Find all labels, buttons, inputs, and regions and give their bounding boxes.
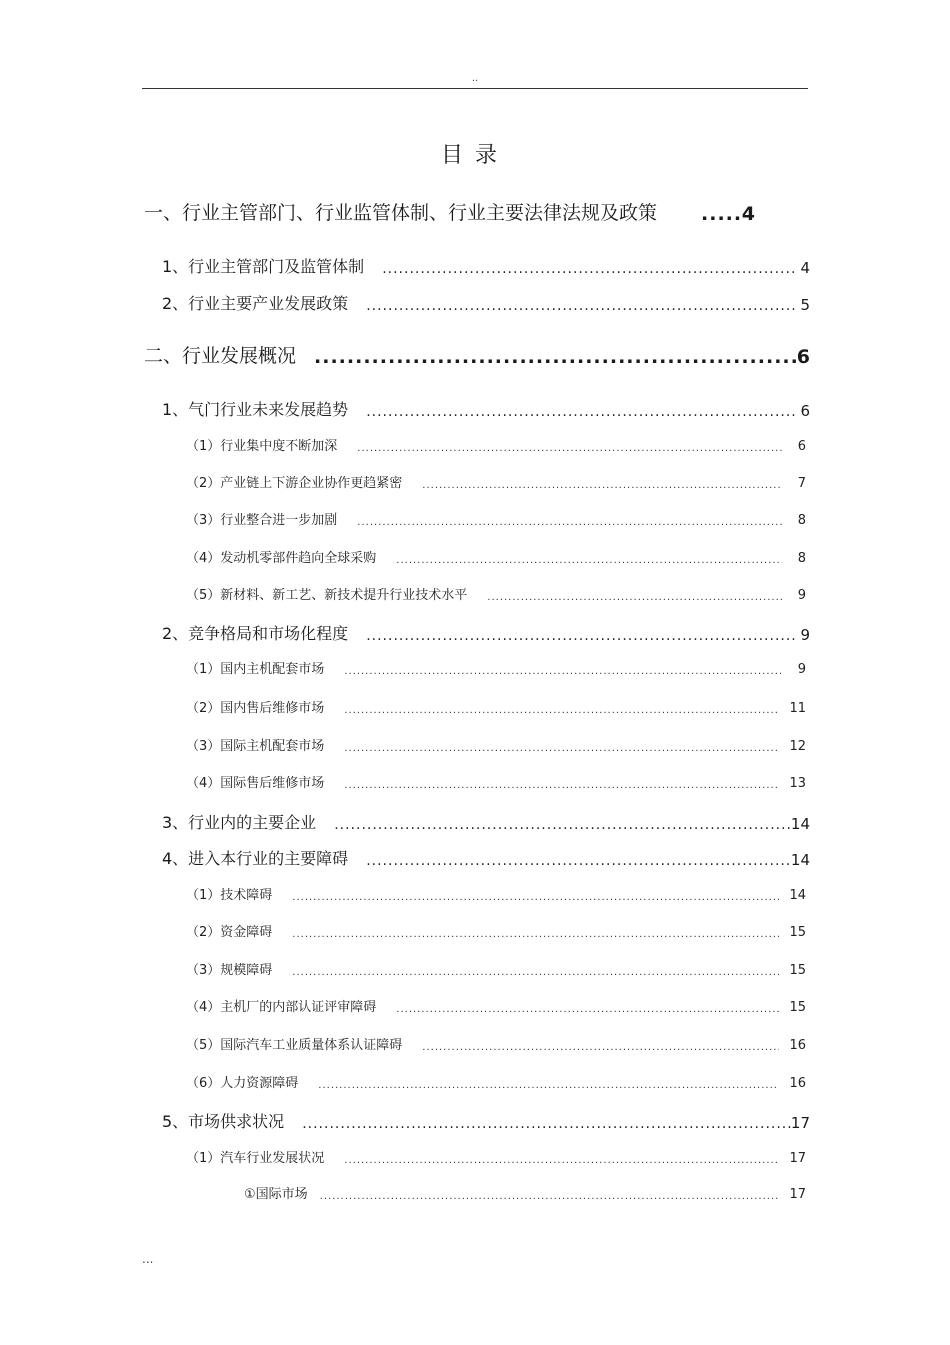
toc-entry-page: 4 (741, 203, 756, 225)
toc-entry[interactable] (162, 398, 810, 420)
footer-mark: ... (142, 1252, 154, 1266)
toc-entry-label: （2）资金障碍 (186, 925, 273, 940)
toc-entry-page: 5 (800, 296, 810, 314)
leader-dots (320, 1191, 780, 1202)
toc-entry[interactable] (144, 199, 810, 225)
toc-entry-label: （1）技术障碍 (186, 888, 273, 903)
leader-dots (396, 1004, 779, 1015)
toc-entry-page: 6 (796, 346, 810, 368)
leader-dots (344, 666, 782, 677)
toc-entry-label: （5）国际汽车工业质量体系认证障碍 (186, 1038, 403, 1053)
toc-entry[interactable] (162, 1110, 810, 1132)
toc-entry-page: 17 (789, 1187, 806, 1202)
toc-entry[interactable] (144, 342, 810, 368)
toc-entry-page: 14 (789, 888, 806, 903)
toc-entry-page: 9 (797, 662, 806, 677)
page-title: 目录 (440, 143, 509, 168)
leader-dots (382, 261, 796, 277)
toc-entry-page: 8 (797, 513, 806, 528)
toc-entry-label: （4）国际售后维修市场 (186, 776, 325, 791)
toc-entry-label: （6）人力资源障碍 (186, 1076, 299, 1091)
toc-entry[interactable] (186, 922, 806, 940)
leader-dots (344, 743, 779, 754)
toc-entry[interactable] (186, 997, 806, 1015)
leader-dots (366, 404, 796, 420)
toc-entry-page: 15 (789, 1000, 806, 1015)
toc-entry[interactable] (162, 292, 810, 314)
toc-entry-page: 16 (789, 1076, 806, 1091)
toc-entry-page: 6 (800, 402, 810, 420)
toc-entry-label: 1、气门行业未来发展趋势 (162, 400, 349, 419)
leader-dots (366, 853, 791, 869)
toc-entry-label: 5、市场供求状况 (162, 1112, 285, 1131)
toc-entry-label: （2）产业链上下游企业协作更趋紧密 (186, 476, 403, 491)
toc-entry-label: （2）国内售后维修市场 (186, 701, 325, 716)
leader-dots (314, 346, 796, 368)
toc-entry-page: 13 (789, 776, 806, 791)
toc-entry[interactable] (186, 960, 806, 978)
toc-entry-page: 15 (789, 925, 806, 940)
toc-entry-label: 3、行业内的主要企业 (162, 813, 317, 832)
toc-entry-label: 2、行业主要产业发展政策 (162, 294, 349, 313)
toc-entry-label: （3）国际主机配套市场 (186, 739, 325, 754)
toc-entry-label: ①国际市场 (244, 1187, 308, 1202)
leader-dots (292, 892, 779, 903)
toc-entry[interactable] (162, 811, 810, 833)
leader-dots (396, 555, 782, 566)
toc-entry[interactable] (186, 773, 806, 791)
toc-entry-label: （4）主机厂的内部认证评审障碍 (186, 1000, 377, 1015)
header-mark: .. (471, 73, 479, 84)
toc-entry-label: 1、行业主管部门及监管体制 (162, 257, 365, 276)
toc-entry[interactable] (162, 255, 810, 277)
toc-entry-page: 14 (790, 851, 810, 869)
leader-dots (422, 1042, 779, 1053)
toc-entry-label: （1）国内主机配套市场 (186, 662, 325, 677)
leader-dots (366, 628, 796, 644)
toc-entry[interactable] (186, 736, 806, 754)
toc-entry-page: 8 (797, 551, 806, 566)
toc-entry-label: （1）行业集中度不断加深 (186, 439, 338, 454)
toc-entry-page: 7 (797, 476, 806, 491)
toc-entry[interactable] (162, 622, 810, 644)
leader-dots (422, 480, 782, 491)
toc-entry-label: 一、行业主管部门、行业监管体制、行业主要法律法规及政策 (144, 202, 658, 224)
toc-entry-label: （3）行业整合进一步加剧 (186, 513, 338, 528)
toc-entry[interactable] (186, 659, 806, 677)
toc-entry-label: 二、行业发展概况 (144, 345, 297, 367)
leader-dots (344, 1155, 779, 1166)
leader-dots (344, 705, 779, 716)
toc-entry-page: 9 (800, 626, 810, 644)
toc-entry-page: 17 (789, 1151, 806, 1166)
toc-entry-page: 6 (797, 439, 806, 454)
toc-entry-page: 4 (800, 259, 810, 277)
toc-entry-page: 12 (789, 739, 806, 754)
toc-entry-page: 9 (797, 588, 806, 603)
toc-entry-label: 4、进入本行业的主要障碍 (162, 849, 349, 868)
toc-entry-label: 2、竞争格局和市场化程度 (162, 624, 349, 643)
toc-entry[interactable] (186, 1073, 806, 1091)
toc-entry[interactable] (186, 473, 806, 491)
leader-dots (701, 203, 741, 225)
toc-entry-label: （5）新材料、新工艺、新技术提升行业技术水平 (186, 588, 468, 603)
leader-dots (318, 1080, 779, 1091)
leader-dots (487, 592, 782, 603)
toc-entry-page: 15 (789, 963, 806, 978)
toc-entry[interactable] (186, 1035, 806, 1053)
toc-entry-page: 16 (789, 1038, 806, 1053)
leader-dots (334, 817, 791, 833)
toc-entry-label: （3）规模障碍 (186, 963, 273, 978)
toc-entry-page: 17 (790, 1114, 810, 1132)
toc-entry-label: （4）发动机零部件趋向全球采购 (186, 551, 377, 566)
toc-entry[interactable] (162, 847, 810, 869)
leader-dots (292, 967, 779, 978)
toc-entry[interactable] (186, 698, 806, 716)
leader-dots (366, 298, 796, 314)
toc-entry[interactable] (186, 436, 806, 454)
toc-entry[interactable] (186, 585, 806, 603)
toc-entry-label: （1）汽车行业发展状况 (186, 1151, 325, 1166)
toc-entry[interactable] (244, 1184, 806, 1202)
toc-entry[interactable] (186, 548, 806, 566)
toc-entry[interactable] (186, 510, 806, 528)
leader-dots (357, 517, 782, 528)
leader-dots (292, 929, 779, 940)
toc-entry[interactable] (186, 885, 806, 903)
toc-entry-page: 11 (789, 701, 806, 716)
leader-dots (302, 1116, 791, 1132)
toc-entry-page: 14 (790, 815, 810, 833)
leader-dots (357, 443, 782, 454)
leader-dots (344, 780, 779, 791)
toc-entry[interactable] (186, 1148, 806, 1166)
